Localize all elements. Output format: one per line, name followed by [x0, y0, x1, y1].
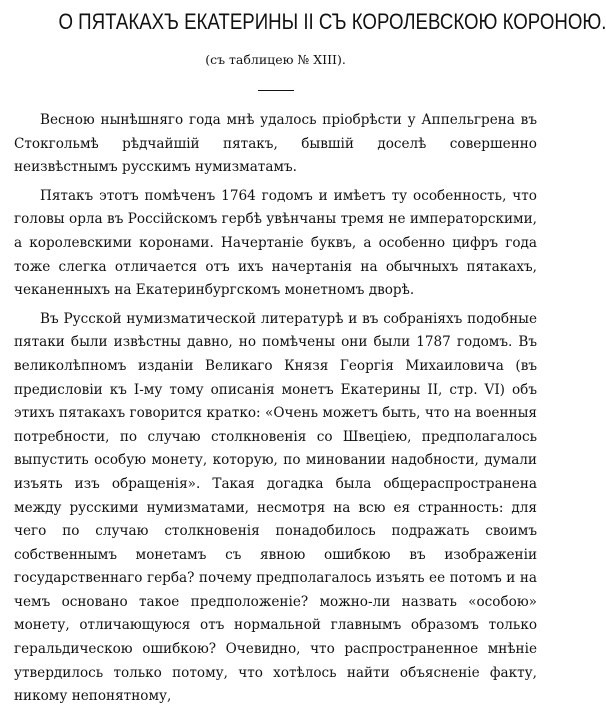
- paragraph-2: Пятакъ этотъ помѣченъ 1764 годомъ и имѣетъ ту особенность, что головы орла въ Россійскомъ гербѣ увѣнчаны тремя не императорскими, а королевскими коронами. Начертаніе буквъ, а особенно цифръ года тоже слегка отличается отъ ихъ начертанія на обычныхъ пятакахъ, чеканенныхъ на Екатеринбургскомъ монетномъ дворѣ.: [14, 187, 537, 299]
- paragraph-3: Въ Русской нумизматической литературѣ и въ собраніяхъ подобные пятаки были извѣстны давно, но помѣчены они были 1787 годомъ. Въ великолѣпномъ изданіи Великаго Князя Георгія Михаиловича (въ предисловіи къ I-му тому описанія монетъ Екатерины II, стр. VI) объ этихъ пятакахъ говорится кратко: «Очень можетъ быть, что на военныя потребности, по случаю столкновенія со Швеціею, предполагалось выпустить особую монету, которую, по миновании надобности, думали изъять изъ обращенія». Такая догадка была общераспространена между русскими нумизматами, несмотря на всю ея странность: для чего по случаю столкновенія понадобилось подражать своимъ собственнымъ монетамъ съ явною ошибкою въ изображеніи государственнаго герба? почему предполагалось изъять ее потомъ и на чемъ основано такое предположеніе? можно-ли назвать «особою» монету, отличающуюся отъ нормальной главнымъ образомъ только геральдическою ошибкою? Очевидно, что распространенное мнѣніе утвердилось только потому, что хотѣлось найти объясненіе факту, никому непонятному,: [14, 310, 537, 705]
- article-subtitle: (съ таблицею № XIII).: [205, 52, 346, 67]
- paragraph-1: Весною нынѣшняго года мнѣ удалось пріобрѣсти у Аппельгрена въ Стокгольмѣ рѣдчайшій пятакъ, бывшій доселѣ совершенно неизвѣстнымъ русскимъ нумизматамъ.: [14, 112, 537, 176]
- article-title: О ПЯТАКАХЪ ЕКАТЕРИНЫ II СЪ КОРОЛЕВСКОЮ КОРОНОЮ.: [58, 9, 606, 34]
- title-divider: [258, 90, 294, 91]
- article-body: [14, 109, 537, 709]
